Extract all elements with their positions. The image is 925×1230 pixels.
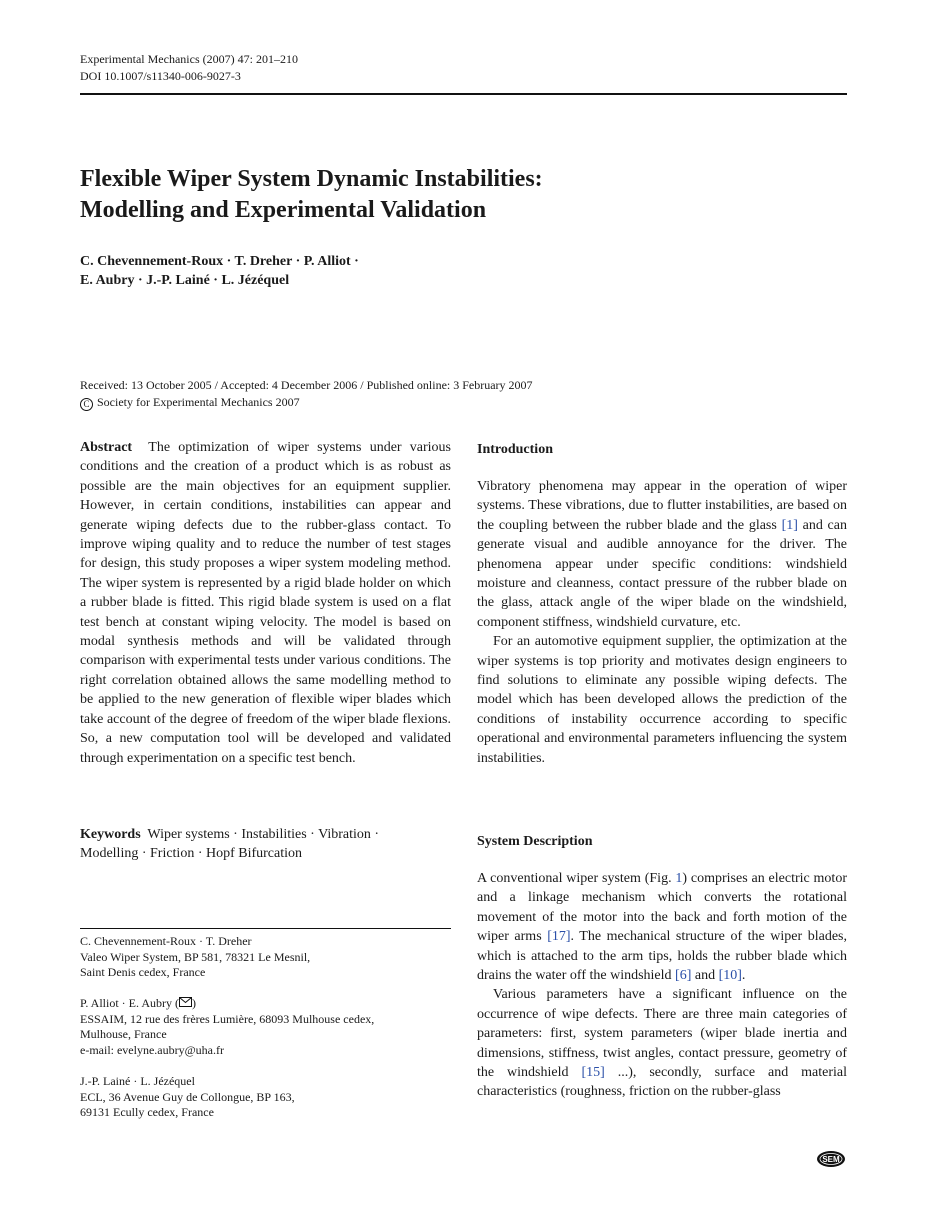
affiliation-names: J.-P. Lainé · L. Jézéquel [80,1074,195,1088]
keywords-block [80,825,451,864]
citation-link[interactable]: [1] [781,517,798,533]
system-description-paragraph-2: Various parameters have a significant influence on the occurrence of wipe defects. There are three main categories of parameters: first, system parameters (wiper blade inertia and dimensions, stiffness, twist angles, contact pressure, geometry of the windshield [15] ...), secondly, surface and material characteristics (roughness, friction on the rubber-glass [477,987,847,1100]
abstract-label: Abstract [80,440,133,455]
affiliation-1 [80,934,451,981]
publication-dates [80,377,847,411]
title-line-1: Flexible Wiper System Dynamic Instabilities: [80,166,543,192]
introduction-paragraph-2: For an automotive equipment supplier, the optimization at the wiper systems is top priority and motivates design engineers to find solutions to eliminate any possible wiping defects. The model which has been developed allows the prediction of the conditions of instability occurrence according to specific operational and environmental parameters influencing the system instabilities. [477,634,847,766]
sem-logo-icon [816,1150,846,1168]
author-list [80,252,847,290]
affiliation-address: ESSAIM, 12 rue des frères Lumière, 68093 Mulhouse cedex, [80,1011,375,1026]
affiliation-address: 69131 Ecully cedex, France [80,1105,214,1120]
logo-text: SEM [822,1155,840,1164]
copyright-society: Society for Experimental Mechanics 2007 [97,395,300,409]
doi: DOI 10.1007/s11340-006-9027-3 [80,69,241,83]
keywords-line-1: Wiper systems · Instabilities · Vibration · [147,827,380,842]
keywords-label: Keywords [80,827,141,842]
affiliation-3 [80,1074,451,1121]
affiliation-2 [80,996,451,1058]
copyright-icon: C [80,398,93,411]
journal-citation: Experimental Mechanics (2007) 47: 201–210 [80,52,298,66]
authors-line-2: E. Aubry · J.-P. Lainé · L. Jézéquel [80,273,290,288]
affiliation-email: e-mail: evelyne.aubry@uha.fr [80,1042,224,1057]
affiliation-names: P. Alliot · E. Aubry ( ) [80,996,197,1010]
received-dates: Received: 13 October 2005 / Accepted: 4 December 2006 / Published online: 3 February 2007 [80,378,533,392]
authors-line-1: C. Chevennement-Roux · T. Dreher · P. Alliot · [80,254,359,269]
paper-title [80,164,847,226]
citation-link[interactable]: [17] [547,929,571,945]
footnote-rule [80,928,451,929]
figure-link[interactable]: 1 [675,871,683,886]
affiliation-address: ECL, 36 Avenue Guy de Collongue, BP 163, [80,1089,295,1104]
citation-link[interactable]: [10] [718,968,742,984]
header-rule [80,93,847,95]
title-line-2: Modelling and Experimental Validation [80,197,487,223]
system-description-paragraph-1: A conventional wiper system (Fig. 1) comprises an electric motor and a linkage mechanism which converts the rotational movement of the motor into the back and forth motion of the wiper arms [17]. The mechanical structure of the wiper blades, which is attached to the arm tips, holds the rubber blade which drains the water off the windshield [6] and [10]. [477,871,847,984]
affiliation-address: Saint Denis cedex, France [80,965,206,980]
introduction-paragraph-1: Vibratory phenomena may appear in the operation of wiper systems. These vibrations, due to flutter instabilities, are based on the coupling between the rubber blade and the glass [1] and can generate visual and audible annoyance for the driver. The phenomena appear under specific conditions: windshield moisture and cleanness, contact pressure of the rubber blade on the glass, attack angle of the wiper blade on the windshield, component stiffness, windshield curvature, etc. [477,479,847,630]
abstract-text: The optimization of wiper systems under various conditions and the creation of a product which is as robust as possible are the main objectives for an equipment supplier. However, in certain conditions, instabilities can appear and generate wiping defects due to the rubber-glass contact. To improve wiping quality and to reduce the number of test stages for design, this study proposes a wiper system modeling method. The wiper system is represented by a rigid blade holder on which a rubber blade is fitted. This rigid blade system is used on a flat test bench at constant wiping velocity. The model is based on modal synthesis methods and will be validated through comparison with experimental tests under various conditions. The right correlation obtained allows the same modelling method to be applied to the new generation of flexible wiper blades which take account of the degree of freedom of the wiper blade flexions. So, a new computation tool will be developed and validated through experimentation on a specific test bench. [80,440,452,766]
affiliation-names: C. Chevennement-Roux · T. Dreher [80,934,252,948]
introduction-body [477,477,847,768]
introduction-heading: Introduction [477,442,553,457]
affiliation-address: Mulhouse, France [80,1027,167,1042]
keywords-line-2: Modelling · Friction · Hopf Bifurcation [80,846,303,862]
system-description-heading: System Description [477,834,593,849]
citation-link[interactable]: [15] [581,1065,605,1081]
envelope-icon [179,996,192,1012]
affiliation-address: Valeo Wiper System, BP 581, 78321 Le Mesnil, [80,949,311,964]
system-description-body [477,869,847,1102]
abstract-block [80,438,451,768]
citation-link[interactable]: [6] [675,968,692,984]
copyright [80,394,847,411]
